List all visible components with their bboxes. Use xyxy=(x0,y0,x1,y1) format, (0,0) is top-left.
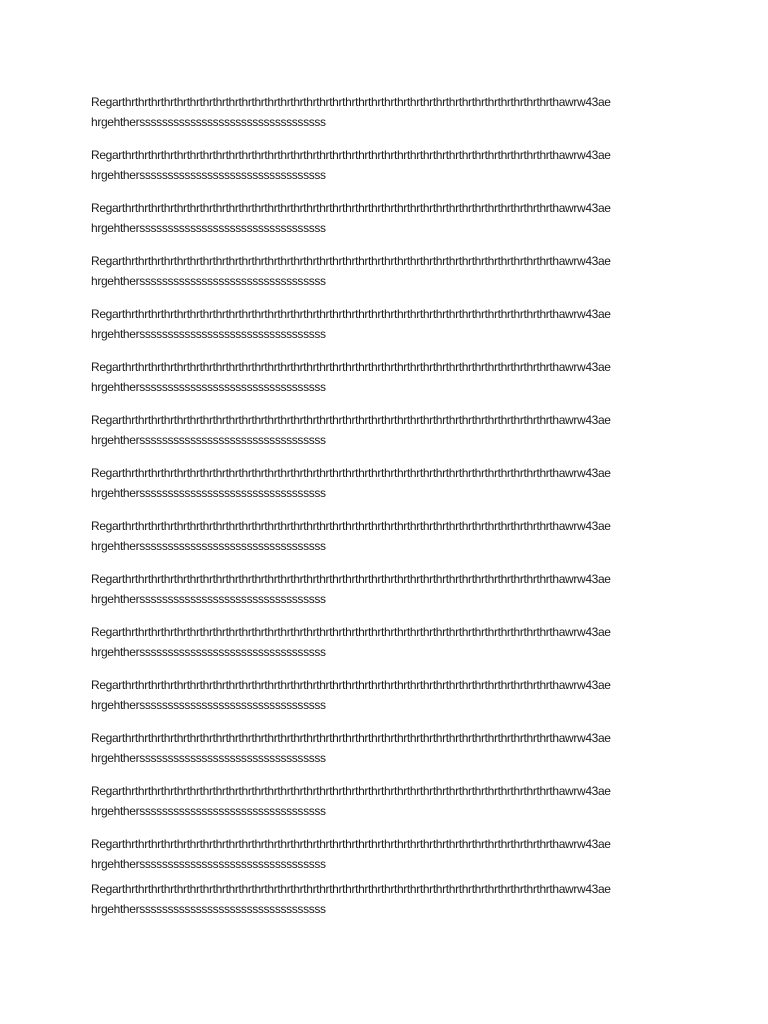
paragraph xyxy=(91,569,691,609)
paragraph-line: hrgehthersssssssssssssssssssssssssssssssss xyxy=(91,327,326,341)
paragraph xyxy=(91,834,691,874)
paragraph-line: Regarthrthrthrthrthrthrthrthrthrthrthrthrthrthrthrthrthrthrthrthrthrthrthrthrthrthrthrthrthrthrthrthrthrthawrw43ae xyxy=(91,466,611,480)
paragraph-line: hrgehthersssssssssssssssssssssssssssssssss xyxy=(91,380,326,394)
paragraph-line: Regarthrthrthrthrthrthrthrthrthrthrthrthrthrthrthrthrthrthrthrthrthrthrthrthrthrthrthrthrthrthrthrthrthrthawrw43ae xyxy=(91,731,611,745)
paragraph-line: Regarthrthrthrthrthrthrthrthrthrthrthrthrthrthrthrthrthrthrthrthrthrthrthrthrthrthrthrthrthrthrthrthrthrthawrw43ae xyxy=(91,95,611,109)
paragraph-line: Regarthrthrthrthrthrthrthrthrthrthrthrthrthrthrthrthrthrthrthrthrthrthrthrthrthrthrthrthrthrthrthrthrthrthawrw43ae xyxy=(91,307,611,321)
paragraph-line: hrgehthersssssssssssssssssssssssssssssssss xyxy=(91,751,326,765)
paragraph-line: Regarthrthrthrthrthrthrthrthrthrthrthrthrthrthrthrthrthrthrthrthrthrthrthrthrthrthrthrthrthrthrthrthrthrthawrw43ae xyxy=(91,882,611,896)
paragraph xyxy=(91,879,691,919)
paragraph xyxy=(91,92,691,132)
paragraph xyxy=(91,781,691,821)
paragraph-line: Regarthrthrthrthrthrthrthrthrthrthrthrthrthrthrthrthrthrthrthrthrthrthrthrthrthrthrthrthrthrthrthrthrthrthawrw43ae xyxy=(91,837,611,851)
paragraph xyxy=(91,251,691,291)
paragraph-line: hrgehthersssssssssssssssssssssssssssssssss xyxy=(91,115,326,129)
paragraph xyxy=(91,410,691,450)
paragraph-line: Regarthrthrthrthrthrthrthrthrthrthrthrthrthrthrthrthrthrthrthrthrthrthrthrthrthrthrthrthrthrthrthrthrthrthawrw43ae xyxy=(91,254,611,268)
paragraph xyxy=(91,304,691,344)
paragraph-line: hrgehthersssssssssssssssssssssssssssssssss xyxy=(91,902,326,916)
paragraph-line: Regarthrthrthrthrthrthrthrthrthrthrthrthrthrthrthrthrthrthrthrthrthrthrthrthrthrthrthrthrthrthrthrthrthrthawrw43ae xyxy=(91,360,611,374)
paragraph-line: hrgehthersssssssssssssssssssssssssssssssss xyxy=(91,592,326,606)
paragraph-line: Regarthrthrthrthrthrthrthrthrthrthrthrthrthrthrthrthrthrthrthrthrthrthrthrthrthrthrthrthrthrthrthrthrthrthawrw43ae xyxy=(91,413,611,427)
paragraph-line: Regarthrthrthrthrthrthrthrthrthrthrthrthrthrthrthrthrthrthrthrthrthrthrthrthrthrthrthrthrthrthrthrthrthrthawrw43ae xyxy=(91,519,611,533)
paragraph-line: Regarthrthrthrthrthrthrthrthrthrthrthrthrthrthrthrthrthrthrthrthrthrthrthrthrthrthrthrthrthrthrthrthrthrthawrw43ae xyxy=(91,678,611,692)
paragraph xyxy=(91,357,691,397)
paragraph xyxy=(91,728,691,768)
paragraph xyxy=(91,198,691,238)
paragraph-line: hrgehthersssssssssssssssssssssssssssssssss xyxy=(91,221,326,235)
paragraph-line: hrgehthersssssssssssssssssssssssssssssssss xyxy=(91,274,326,288)
paragraph-line: hrgehthersssssssssssssssssssssssssssssssss xyxy=(91,804,326,818)
paragraph-line: hrgehthersssssssssssssssssssssssssssssssss xyxy=(91,539,326,553)
paragraph-line: hrgehthersssssssssssssssssssssssssssssssss xyxy=(91,433,326,447)
paragraph-line: hrgehthersssssssssssssssssssssssssssssssss xyxy=(91,645,326,659)
paragraph xyxy=(91,145,691,185)
paragraph-line: hrgehthersssssssssssssssssssssssssssssssss xyxy=(91,486,326,500)
paragraph xyxy=(91,463,691,503)
paragraph xyxy=(91,516,691,556)
paragraph-line: Regarthrthrthrthrthrthrthrthrthrthrthrthrthrthrthrthrthrthrthrthrthrthrthrthrthrthrthrthrthrthrthrthrthrthawrw43ae xyxy=(91,625,611,639)
paragraph xyxy=(91,675,691,715)
paragraph xyxy=(91,622,691,662)
paragraph-line: hrgehthersssssssssssssssssssssssssssssssss xyxy=(91,168,326,182)
paragraph-line: Regarthrthrthrthrthrthrthrthrthrthrthrthrthrthrthrthrthrthrthrthrthrthrthrthrthrthrthrthrthrthrthrthrthrthawrw43ae xyxy=(91,784,611,798)
paragraph-line: Regarthrthrthrthrthrthrthrthrthrthrthrthrthrthrthrthrthrthrthrthrthrthrthrthrthrthrthrthrthrthrthrthrthrthawrw43ae xyxy=(91,148,611,162)
paragraph-line: Regarthrthrthrthrthrthrthrthrthrthrthrthrthrthrthrthrthrthrthrthrthrthrthrthrthrthrthrthrthrthrthrthrthrthawrw43ae xyxy=(91,201,611,215)
paragraph-line: hrgehthersssssssssssssssssssssssssssssssss xyxy=(91,698,326,712)
paragraph-line: Regarthrthrthrthrthrthrthrthrthrthrthrthrthrthrthrthrthrthrthrthrthrthrthrthrthrthrthrthrthrthrthrthrthrthawrw43ae xyxy=(91,572,611,586)
paragraph-line: hrgehthersssssssssssssssssssssssssssssssss xyxy=(91,857,326,871)
